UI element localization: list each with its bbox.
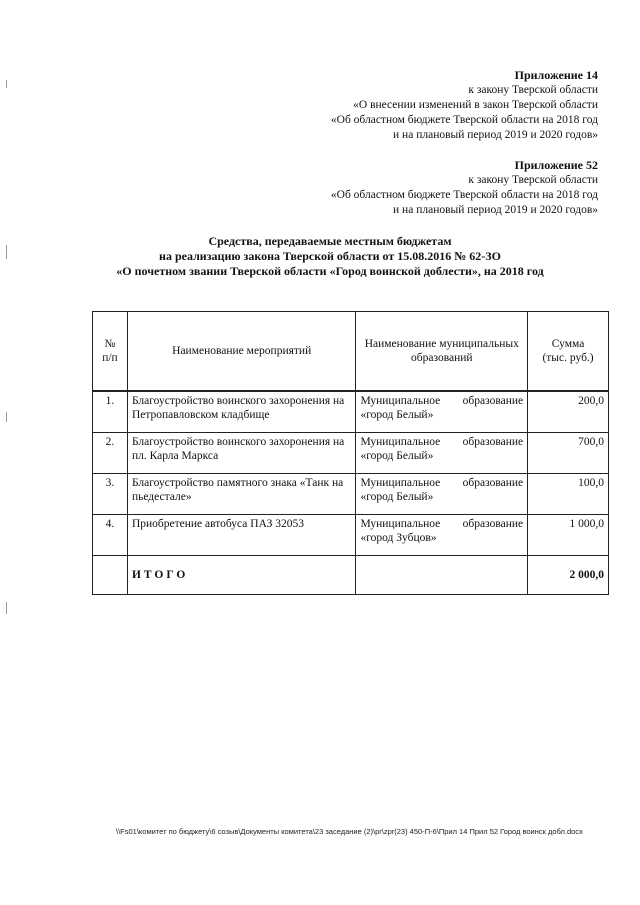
annex-line: и на плановый период 2019 и 2020 годов» — [393, 129, 598, 141]
row-num: 2. — [93, 433, 128, 474]
budget-table — [92, 311, 609, 595]
annex-14-header — [331, 68, 598, 143]
title-line: Средства, передаваемые местным бюджетам — [208, 234, 452, 248]
header-num — [93, 312, 128, 392]
annex-title: Приложение 52 — [514, 158, 598, 172]
row-municipality: Муниципальное образование «город Белый» — [356, 433, 528, 474]
row-name: Благоустройство воинского захоронения на Петропавловском кладбище — [127, 391, 356, 433]
row-num: 1. — [93, 391, 128, 433]
row-name: Благоустройство воинского захоронения на пл. Карла Маркса — [127, 433, 356, 474]
row-name: Благоустройство памятного знака «Танк на пьедестале» — [127, 474, 356, 515]
table-row — [93, 474, 609, 515]
total-sum: 2 000,0 — [528, 556, 609, 595]
row-sum: 1 000,0 — [528, 515, 609, 556]
header-name: Наименование мероприятий — [127, 312, 356, 392]
table-row — [93, 391, 609, 433]
table-row — [93, 433, 609, 474]
scan-mark — [6, 80, 7, 88]
total-municipality-empty — [356, 556, 528, 595]
header-municipality: Наименование муниципальных образований — [356, 312, 528, 392]
annex-52-header — [331, 158, 598, 218]
table-header-row — [93, 312, 609, 392]
document-title — [60, 234, 600, 279]
annex-line: «Об областном бюджете Тверской области на 2018 год — [330, 114, 598, 126]
row-sum: 700,0 — [528, 433, 609, 474]
row-num: 3. — [93, 474, 128, 515]
annex-line: к закону Тверской области — [468, 174, 598, 186]
total-num-empty — [93, 556, 128, 595]
row-num: 4. — [93, 515, 128, 556]
annex-line: и на плановый период 2019 и 2020 годов» — [393, 204, 598, 216]
title-line: «О почетном звании Тверской области «Город воинской доблести», на 2018 год — [116, 264, 544, 278]
header-num-abbr: п/п — [102, 352, 118, 364]
scan-mark — [6, 412, 7, 422]
scan-mark — [6, 245, 7, 259]
title-line: на реализацию закона Тверской области от 15.08.2016 № 62-ЗО — [159, 249, 501, 263]
row-municipality: Муниципальное образование «город Белый» — [356, 474, 528, 515]
annex-line: «Об областном бюджете Тверской области на 2018 год — [330, 189, 598, 201]
header-sum-unit: (тыс. руб.) — [542, 352, 594, 364]
table-row — [93, 515, 609, 556]
annex-line: к закону Тверской области — [468, 84, 598, 96]
file-path-footer: \\Fs01\комитет по бюджету\6 созыв\Документы комитета\23 заседание (2)\pr\zpr(23) 450-П-6\Прил 14 Прил 52 Город воинск добл.docx — [116, 827, 583, 836]
row-municipality: Муниципальное образование «город Зубцов» — [356, 515, 528, 556]
scan-mark — [6, 602, 7, 614]
header-num-symbol: № — [104, 338, 116, 350]
total-label: ИТОГО — [127, 556, 356, 595]
row-sum: 200,0 — [528, 391, 609, 433]
row-sum: 100,0 — [528, 474, 609, 515]
total-row — [93, 556, 609, 595]
row-municipality: Муниципальное образование «город Белый» — [356, 391, 528, 433]
annex-line: «О внесении изменений в закон Тверской области — [353, 99, 598, 111]
annex-title: Приложение 14 — [514, 68, 598, 82]
header-sum — [528, 312, 609, 392]
header-sum-label: Сумма — [551, 338, 585, 350]
row-name: Приобретение автобуса ПАЗ 32053 — [127, 515, 356, 556]
